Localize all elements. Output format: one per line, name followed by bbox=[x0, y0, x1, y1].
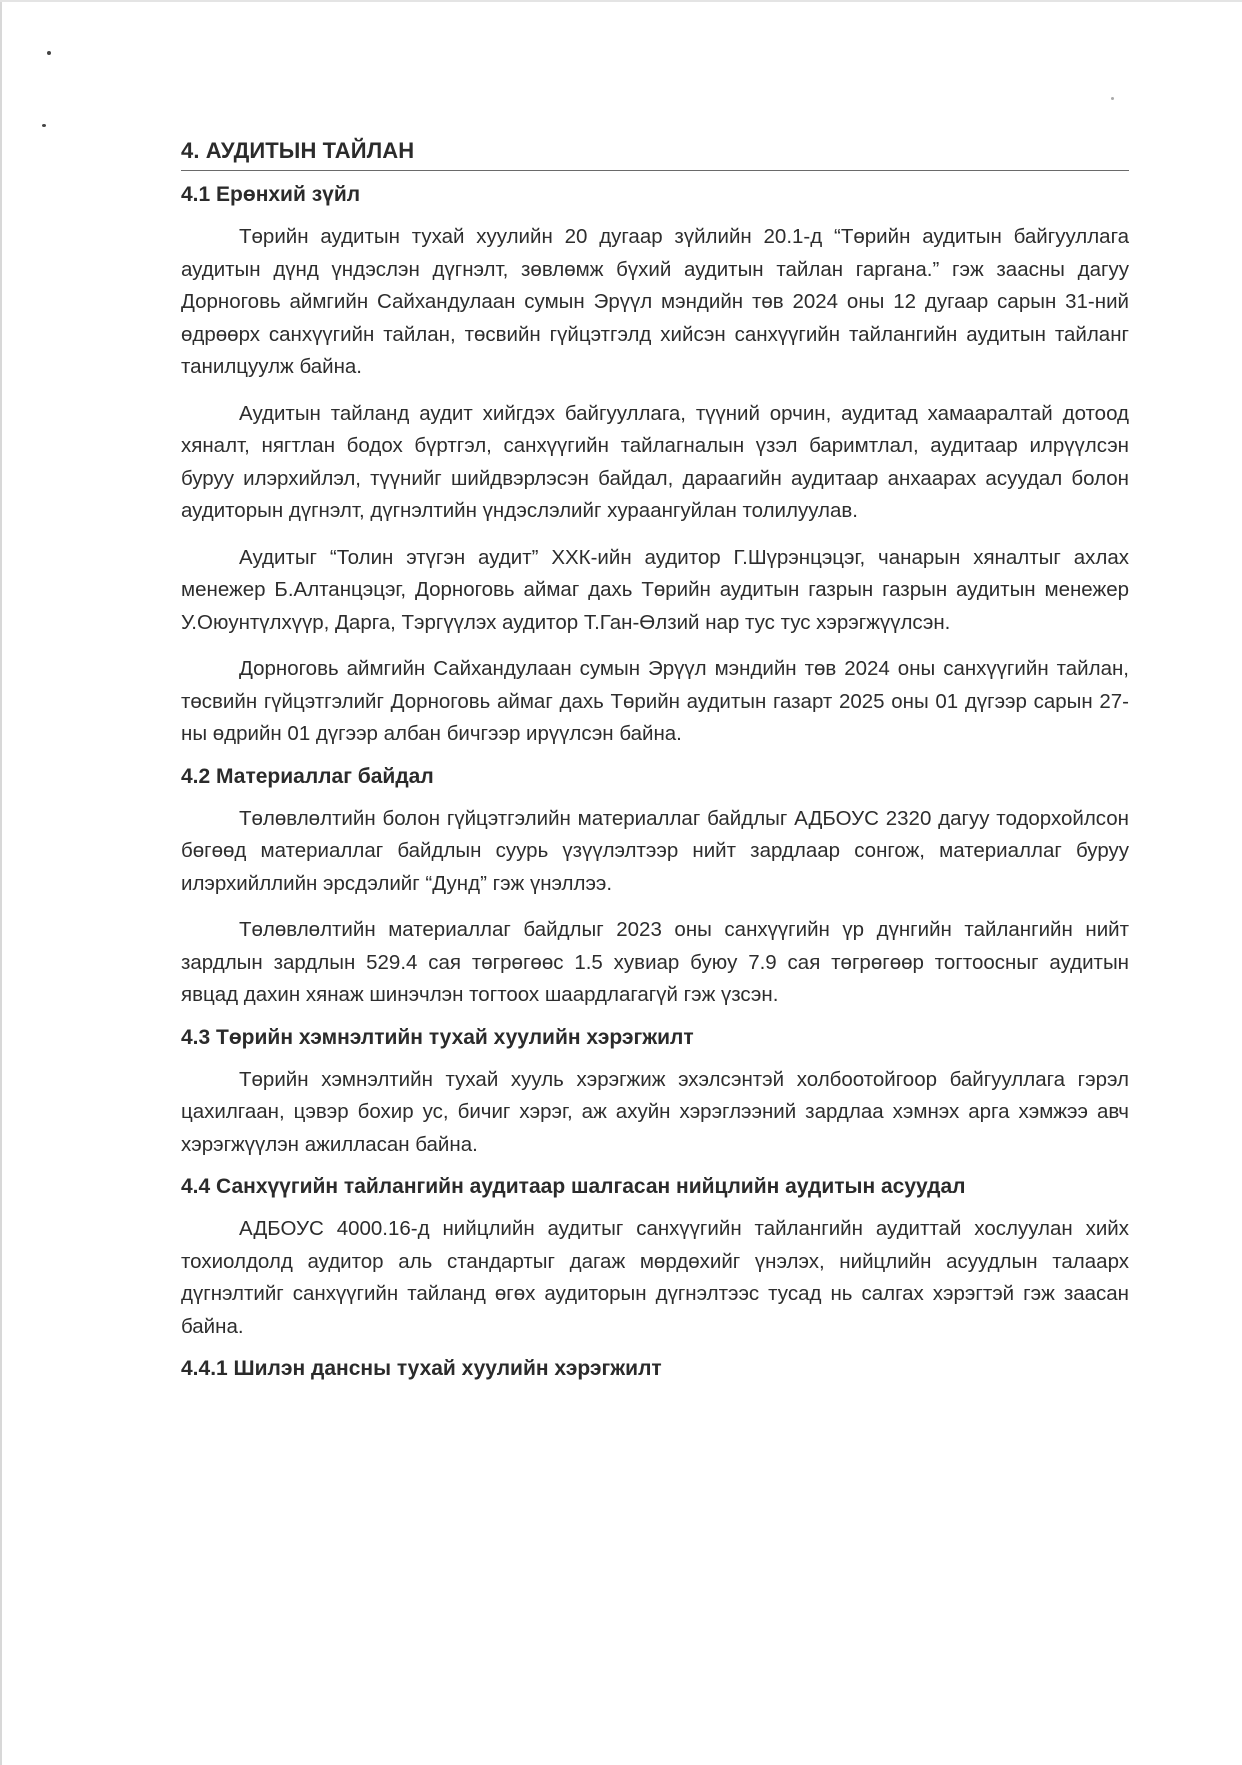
document-body bbox=[181, 138, 1129, 1395]
paragraph: Төрийн аудитын тухай хуулийн 20 дугаар зүйлийн 20.1-д “Төрийн аудитын байгууллага аудитын дүнд үндэслэн дүгнэлт, зөвлөмж бүхий аудитын тайлан гаргана.” гэж заасны дагуу Дорноговь аймгийн Сайхандулаан сумын Эрүүл мэндийн төв 2024 оны 12 дугаар сарын 31-ний өдрөөрх санхүүгийн тайлан, төсвийн гүйцэтгэлд хийсэн санхүүгийн тайлангийн аудитын тайланг танилцуулж байна. bbox=[181, 225, 1129, 378]
paragraph: Аудитын тайланд аудит хийгдэх байгууллага, түүний орчин, аудитад хамааралтай дотоод хяналт, нягтлан бодох бүртгэл, санхүүгийн тайлагналын үзэл баримтлал, аудитаар илрүүлсэн буруу илэрхийлэл, түүнийг шийдвэрлэсэн байдал, дараагийн аудитаар анхаарах асуудал болон аудиторын дүгнэлт, дүгнэлтийн үндэслэлийг хураангуйлан толилуулав. bbox=[181, 401, 1129, 522]
document-title: 4. АУДИТЫН ТАЙЛАН bbox=[181, 138, 1129, 171]
scan-speck bbox=[42, 124, 46, 127]
paragraph: Дорноговь аймгийн Сайхандулаан сумын Эрүүл мэндийн төв 2024 оны санхүүгийн тайлан, төсвийн гүйцэтгэлийг Дорноговь аймаг дахь Төрийн аудитын газарт 2025 оны 01 дүгээр сарын 27-ны өдрийн 01 дүгээр албан бичгээр ирүүлсэн байна. bbox=[181, 657, 1129, 745]
page-edge bbox=[0, 0, 1242, 2]
scan-speck bbox=[47, 51, 51, 55]
section-heading-4-1: 4.1 Ерөнхий зүйл bbox=[181, 183, 361, 206]
scan-speck bbox=[1111, 97, 1114, 100]
paragraph: Төлөвлөлтийн материаллаг байдлыг 2023 оны санхүүгийн үр дүнгийн тайлангийн нийт зардлын зардлын 529.4 сая төгрөгөөс 1.5 хувиар буюу 7.9 сая төгрөгөөр тогтоосныг аудитын явцад дахин хянаж шинэчлэн тогтоох шаардлагагүй гэж үзсэн. bbox=[181, 918, 1129, 1006]
paragraph: АДБОУС 4000.16-д нийцлийн аудитыг санхүүгийн тайлангийн аудиттай хослуулан хийх тохиолдолд аудитор аль стандартыг дагаж мөрдөхийг үнэлэх, нийцлийн асуудлын талаарх дүгнэлтийг санхүүгийн тайланд өгөх аудиторын дүгнэлтээс тусад нь салгах хэрэгтэй гэж заасан байна. bbox=[181, 1217, 1129, 1338]
section-heading-4-4-1: 4.4.1 Шилэн дансны тухай хуулийн хэрэгжилт bbox=[181, 1357, 662, 1380]
page-edge bbox=[0, 0, 2, 1765]
section-heading-4-4: 4.4 Санхүүгийн тайлангийн аудитаар шалгасан нийцлийн аудитын асуудал bbox=[181, 1175, 966, 1198]
paragraph: Төлөвлөлтийн болон гүйцэтгэлийн материаллаг байдлыг АДБОУС 2320 дагуу тодорхойлсон бөгөөд материаллаг байдлын суурь үзүүлэлтээр нийт зардлаар сонгож, материаллаг буруу илэрхийллийн эрсдэлийг “Дунд” гэж үнэллээ. bbox=[181, 806, 1129, 895]
section-heading-4-2: 4.2 Материаллаг байдал bbox=[181, 764, 434, 788]
paragraph: Аудитыг “Толин этүгэн аудит” ХХК-ийн аудитор Г.Шүрэнцэцэг, чанарын хяналтыг ахлах менежер Б.Алтанцэцэг, Дорноговь аймаг дахь Төрийн аудитын газрын газрын аудитын менежер У.Оюунтүлхүүр, Дарга, Тэргүүлэх аудитор Т.Ган-Өлзий нар тус тус хэрэгжүүлсэн. bbox=[181, 545, 1129, 634]
paragraph: Төрийн хэмнэлтийн тухай хууль хэрэгжиж эхэлсэнтэй холбоотойгоор байгууллага гэрэл цахилгаан, цэвэр бохир ус, бичиг хэрэг, аж ахуйн хэрэглээний зардлаа хэмнэх арга хэмжээ авч хэрэгжүүлэн ажилласан байна. bbox=[181, 1067, 1129, 1156]
section-heading-4-3: 4.3 Төрийн хэмнэлтийн тухай хуулийн хэрэгжилт bbox=[181, 1025, 694, 1049]
